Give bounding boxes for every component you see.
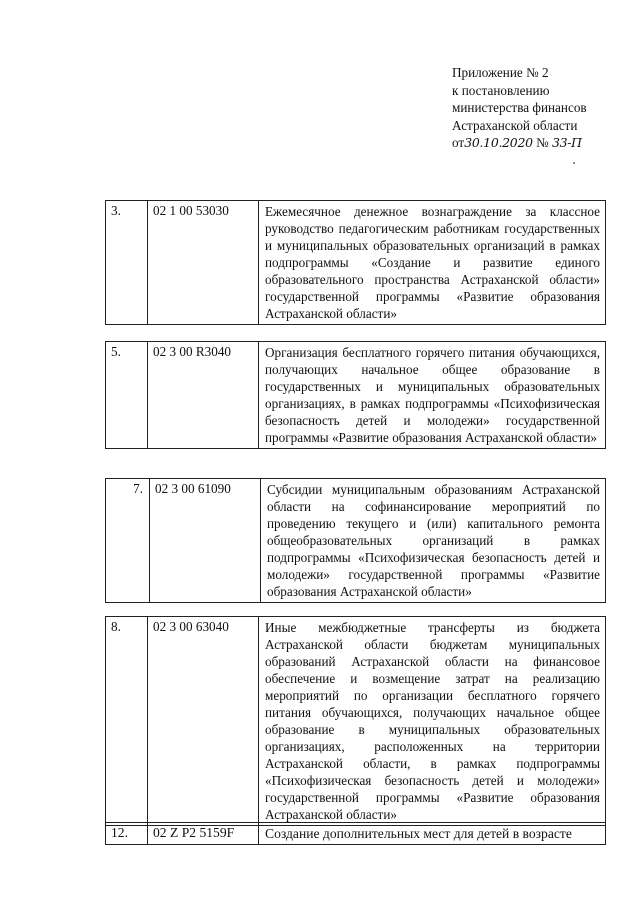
row-description: Ежемесячное денежное вознаграждение за классное руководство педагогическим работникам государственных и муниципальных образовательных организаций в рамках подпрограммы «Создание и развитие единого образовательного пространства Астраханской области» государственной программы «Развитие образования Астраханской области» [259,201,606,325]
budget-code: 02 3 00 R3040 [148,342,259,449]
row-description: Организация бесплатного горячего питания обучающихся, получающих начальное общее образование в государственных и муниципальных образовательных организациях, в рамках подпрограммы «Психофизическая безопасность детей и молодежи» государственной программы «Развитие образования Астраханской области» [259,342,606,449]
appendix-title: Приложение № 2 [452,65,549,80]
number-sign: № [532,135,552,150]
table-fragment-row-7 [105,478,606,603]
date-prefix: от [452,135,465,150]
budget-code: 02 1 00 53030 [148,201,259,325]
table-row [106,823,606,845]
table-fragment-row-12 [105,822,606,845]
table-fragment-row-5 [105,341,606,449]
budget-code: 02 3 00 61090 [150,479,261,603]
scan-speck [573,162,575,164]
row-number: 3. [106,201,148,325]
table-row [106,479,606,603]
table-row [106,201,606,325]
table-fragment-row-3 [105,200,606,325]
row-description: Создание дополнительных мест для детей в возрасте [259,823,606,845]
row-number: 12. [106,823,148,845]
handwritten-number: 33-П [551,135,582,150]
row-description: Субсидии муниципальным образованиям Астраханской области на софинансирование мероприятий по проведению текущего и (или) капитального ремонта общеобразовательных организаций в рамках подпрограммы «Психофизическая безопасность детей и молодежи» государственной программы «Развитие образования Астраханской области» [261,479,606,603]
row-number: 7. [106,479,150,603]
table-fragment-row-8 [105,616,606,826]
appendix-ministry-line: министерства финансов [452,100,587,115]
handwritten-date: 30.10.2020 [464,135,533,150]
appendix-header [452,64,632,152]
row-number: 8. [106,617,148,826]
appendix-region-line: Астраханской области [452,117,578,133]
appendix-date-line [452,134,632,152]
row-number: 5. [106,342,148,449]
budget-code: 02 Z P2 5159F [148,823,259,845]
appendix-ref-line: к постановлению [452,82,550,98]
row-description: Иные межбюджетные трансферты из бюджета Астраханской области бюджетам муниципальных образований Астраханской области на финансовое обеспечение и возмещение затрат на реализацию мероприятий по организации бесплатного горячего питания обучающихся, получающих начальное общее образование в муниципальных образовательных организациях, расположенных на территории Астраханской области, в рамках подпрограммы «Психофизическая безопасность детей и молодежи» государственной программы «Развитие образования Астраханской области» [259,617,606,826]
budget-code: 02 3 00 63040 [148,617,259,826]
table-row [106,617,606,826]
table-row [106,342,606,449]
